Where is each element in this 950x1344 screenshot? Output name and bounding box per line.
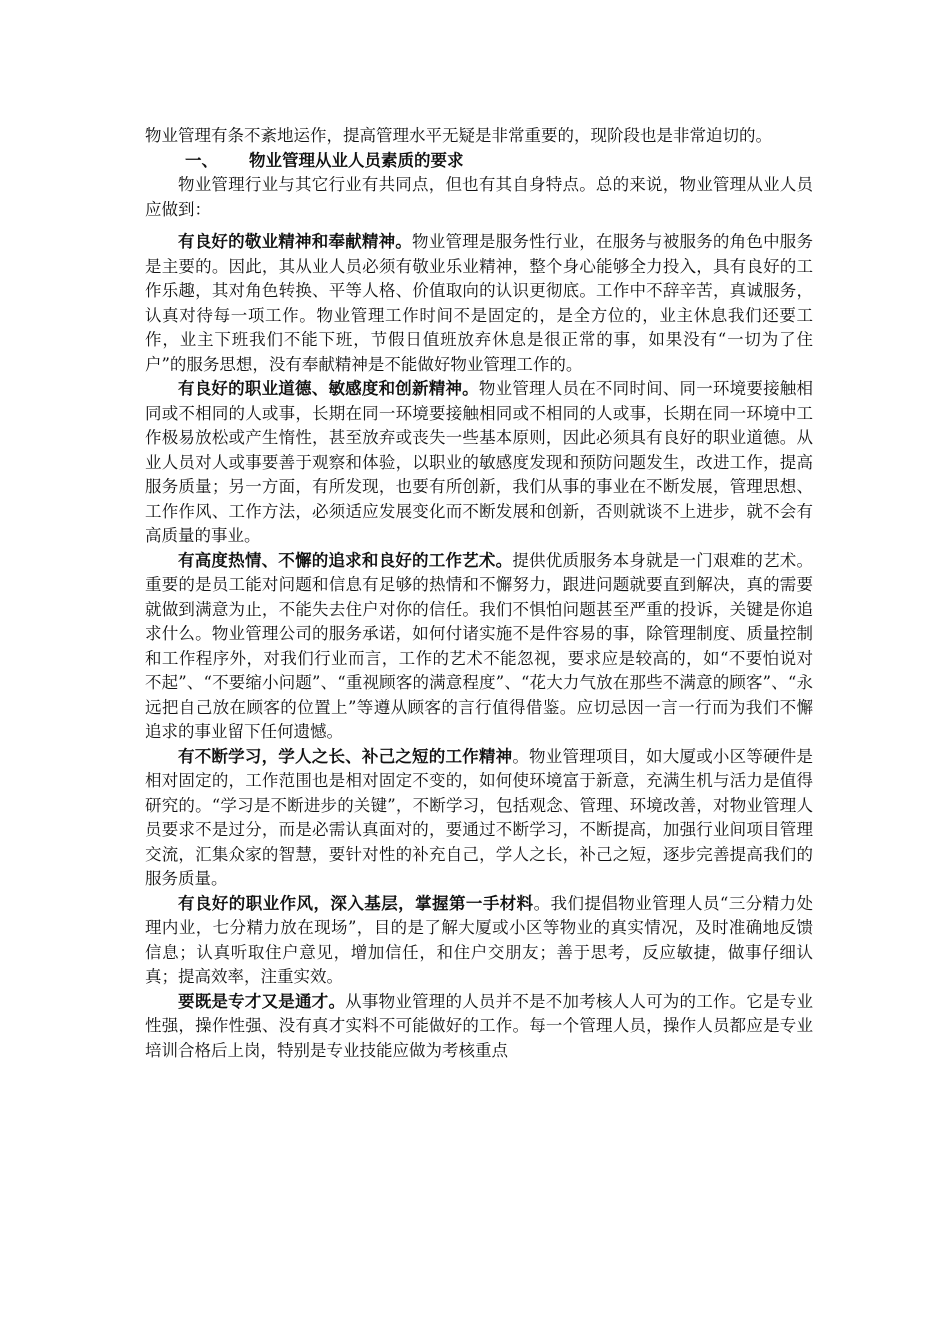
paragraph-1 xyxy=(145,230,813,377)
paragraph-2 xyxy=(145,377,813,549)
section-title: 物业管理从业人员素质的要求 xyxy=(249,150,464,170)
paragraph-body: 物业管理是服务性行业，在服务与被服务的角色中服务是主要的。因此，其从业人员必须有敬业乐业精神，整个身心能够全力投入，具有良好的工作乐趣，其对角色转换、平等人格、价值取向的认识更彻底。工作中不辞辛苦，真诚服务，认真对待每一项工作。物业管理工作时间不是固定的，是全方位的，业主休息我们还要工作，业主下班我们不能下班，节假日值班放弃休息是很正常的事，如果没有“一切为了住户”的服务思想，没有奉献精神是不能做好物业管理工作的。 xyxy=(145,232,814,374)
paragraph-lead: 有良好的敬业精神和奉献精神。 xyxy=(178,232,413,251)
paragraph-body: 从事物业管理的人员并不是不加考核人人可为的工作。它是专业性强，操作性强、没有真才实料不可能做好的工作。每一个管理人员，操作人员都应是专业培训合格后上岗，特别是专业技能应做为考核重点 xyxy=(145,991,814,1060)
document-page xyxy=(145,124,813,1063)
paragraph-lead: 有良好的职业作风，深入基层，掌握第一手材料 xyxy=(178,893,534,913)
paragraph-lead: 有不断学习，学人之长、补己之短的工作精神 xyxy=(178,746,513,766)
paragraph-body: 。我们提倡物业管理人员“三分精力处理内业，七分精力放在现场”，目的是了解大厦或小区等物业的真实情况，及时准确地反馈信息；认真听取住户意见，增加信任，和住户交朋友；善于思考，反应敏捷，做事仔细认真；提高效率，注重实效。 xyxy=(145,893,814,986)
paragraph-body: 。物业管理项目，如大厦或小区等硬件是相对固定的，工作范围也是相对固定不变的，如何使环境富于新意，充满生机与活力是值得研究的。“学习是不断进步的关键”，不断学习，包括观念、管理、环境改善，对物业管理人员要求不是过分，而是必需认真面对的，要通过不断学习，不断提高，加强行业间项目管理交流，汇集众家的智慧，要针对性的补充自己，学人之长，补己之短，逐步完善提高我们的服务质量。 xyxy=(145,746,814,888)
paragraph-lead: 有良好的职业道德、敏感度和创新精神。 xyxy=(178,379,479,398)
section-number: 一、 xyxy=(185,150,218,170)
paragraph-lead: 有高度热情、不懈的追求和良好的工作艺术。 xyxy=(178,550,513,570)
section-heading xyxy=(145,149,813,174)
paragraph-body: 物业管理人员在不同时间、同一环境要接触相同或不相同的人或事，长期在同一环境要接触相同或不相同的人或事，长期在同一环境中工作极易放松或产生惰性，甚至放弃或丧失一些基本原则，因此必须具有良好的职业道德。从业人员对人或事要善于观察和体验，以职业的敏感度发现和预防问题发生，改进工作，提高服务质量；另一方面，有所发现，也要有所创新，我们从事的事业在不断发展，管理思想、工作作风、工作方法，必须适应发展变化而不断发展和创新，否则就谈不上进步，就不会有高质量的事业。 xyxy=(145,379,814,545)
paragraph-body: 提供优质服务本身就是一门艰难的艺术。重要的是员工能对问题和信息有足够的热情和不懈努力，跟进问题就要直到解决，真的需要就做到满意为止，不能失去住户对你的信任。我们不惧怕问题甚至严重的投诉，关键是你追求什么。物业管理公司的服务承诺，如何付诸实施不是件容易的事，除管理制度、质量控制和工作程序外，对我们行业而言，工作的艺术不能忽视，要求应是较高的，如“不要怕说对不起”、“不要缩小问题”、“重视顾客的满意程度”、“花大力气放在那些不满意的顾客”、“永远把自己放在顾客的位置上”等遵从顾客的言行值得借鉴。应切忌因一言一行而为我们不懈追求的事业留下任何遗憾。 xyxy=(145,550,814,741)
paragraph-3 xyxy=(145,549,813,745)
intro-paragraph: 物业管理有条不紊地运作，提高管理水平无疑是非常重要的，现阶段也是非常迫切的。 xyxy=(145,126,772,145)
paragraph-lead: 要既是专才又是通才。 xyxy=(178,991,346,1011)
paragraph-4 xyxy=(145,745,813,892)
paragraph-6 xyxy=(145,990,813,1064)
paragraph-5 xyxy=(145,892,813,990)
section-intro: 物业管理行业与其它行业有共同点，但也有其自身特点。总的来说，物业管理从业人员应做到： xyxy=(145,175,813,219)
